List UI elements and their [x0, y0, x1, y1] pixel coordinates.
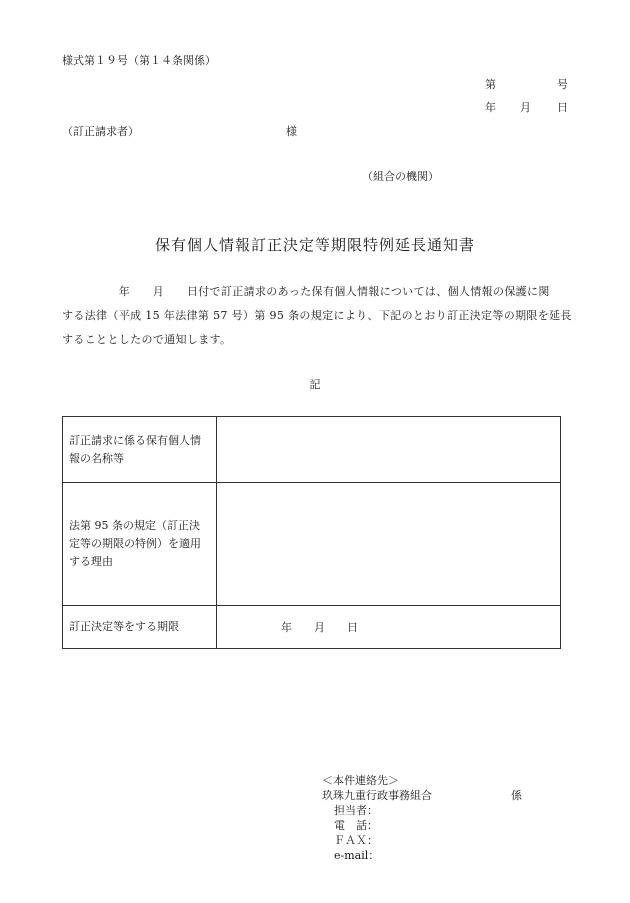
- document-number: [485, 76, 568, 92]
- document-title: 保有個人情報訂正決定等期限特例延長通知書: [154, 236, 475, 254]
- organ-label: （組合の機関）: [362, 170, 439, 183]
- contact-section: 係: [511, 789, 522, 802]
- deadline-label: 訂正決定等をする期限: [63, 606, 217, 649]
- contact-block: [322, 773, 522, 863]
- ki-heading: 記: [309, 378, 321, 391]
- issue-date-month: 月: [520, 101, 531, 114]
- notice-body-line-2: する法律（平成 15 年法律第 57 号）第 95 条の規定により、下記のとおり訂正決定等の期限を延長: [62, 309, 572, 322]
- honorific: 様: [286, 125, 297, 138]
- contact-organization: 玖珠九重行政事務組合: [322, 789, 432, 802]
- issue-date: [485, 99, 568, 115]
- contact-person: 担当者：: [334, 804, 378, 817]
- notice-body-line-3: することとしたので通知します。: [62, 333, 232, 346]
- notice-body-line-1: 年 月 日付で訂正請求のあった保有個人情報については、個人情報の保護に関: [62, 285, 550, 298]
- document-number-prefix: 第: [485, 78, 496, 91]
- reason-label: 法第 95 条の規定（訂正決定等の期限の特例）を適用する理由: [63, 483, 217, 606]
- details-table: [62, 416, 561, 649]
- table-row: [63, 606, 561, 649]
- table-row: [63, 417, 561, 483]
- contact-fax: ＦＡＸ：: [334, 834, 378, 847]
- info-name-value: [217, 417, 561, 483]
- reason-value: [217, 483, 561, 606]
- issue-date-day: 日: [557, 101, 568, 114]
- requester-label: （訂正請求者）: [62, 125, 139, 138]
- info-name-label: 訂正請求に係る保有個人情報の名称等: [63, 417, 217, 483]
- notice-body: [62, 280, 577, 352]
- form-number: 様式第１９号（第１４条関係）: [62, 54, 216, 67]
- deadline-value: 年 月 日: [217, 606, 561, 649]
- contact-heading: ＜本件連絡先＞: [322, 774, 399, 787]
- document-number-suffix: 号: [557, 78, 568, 91]
- contact-phone: 電 話：: [334, 819, 378, 832]
- table-row: [63, 483, 561, 606]
- contact-organization-line: [322, 788, 522, 803]
- issue-date-year: 年: [485, 101, 496, 114]
- contact-email: e-mail：: [334, 849, 380, 862]
